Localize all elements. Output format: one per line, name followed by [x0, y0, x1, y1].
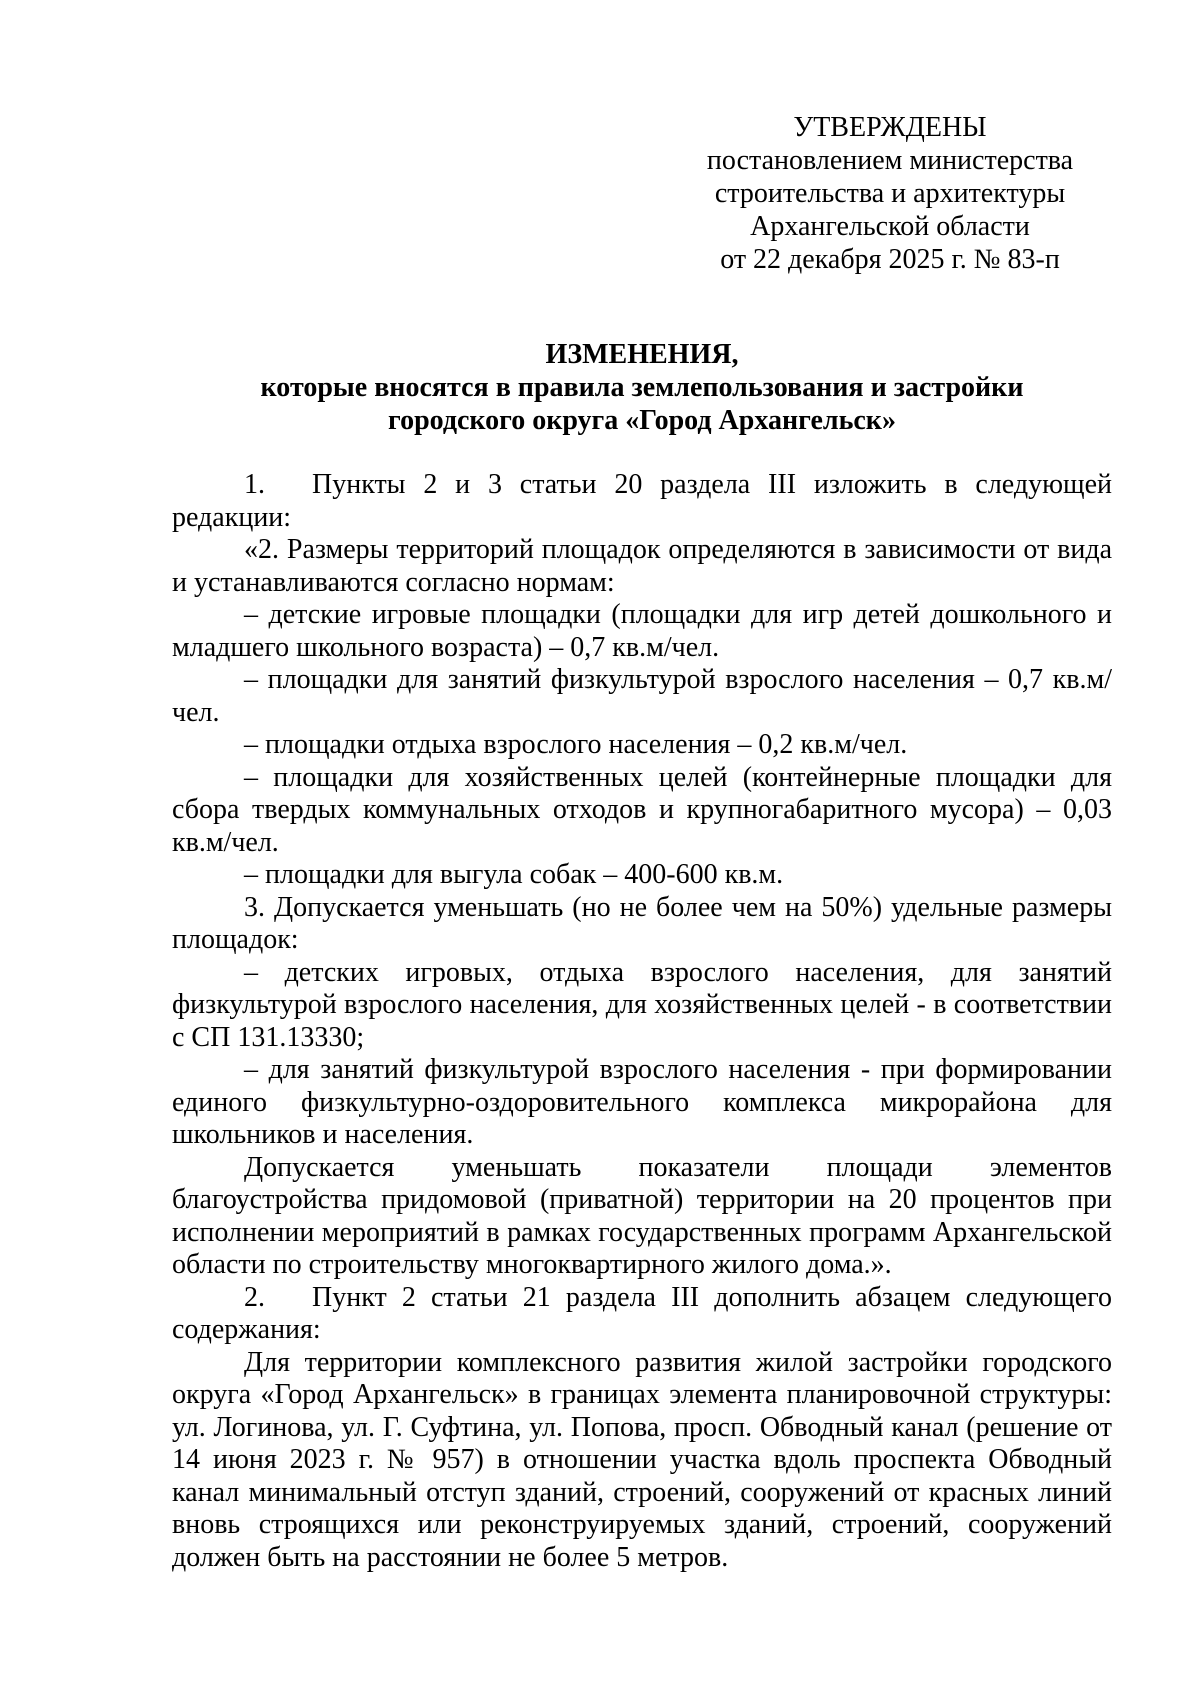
list-item-2: [172, 1282, 1112, 1347]
paragraph: – для занятий физкультурой взрослого населения - при формировании единого физкультурно-оздоровительного комплекса микрорайона для школьников и населения.: [172, 1054, 1112, 1150]
approval-heading: УТВЕРЖДЕНЫ: [793, 112, 987, 143]
paragraph: Для территории комплексного развития жилой застройки городского округа «Город Архангельск» в границах элемента планировочной структуры: ул. Логинова, ул. Г. Суфтина, ул. Попова, просп. Обводный канал (решение от 14 июня 2023 г. № 957) в отношении участка вдоль проспекта Обводный канал минимальный отступ зданий, строений, сооружений от красных линий вновь строящихся или реконструируемых зданий, строений, сооружений должен быть на расстоянии не более 5 метров.: [172, 1346, 1112, 1573]
list-item-text: Пункт 2 статьи 21 раздела III дополнить абзацем следующего содержания:: [172, 1281, 1112, 1345]
paragraph: – площадки для хозяйственных целей (контейнерные площадки для сбора твердых коммунальных отходов и крупногабаритного мусора) – 0,03 кв.м/чел.: [172, 761, 1112, 858]
approval-date: от 22 декабря 2025 г. № 83-п: [720, 244, 1060, 275]
list-item-number: 2.: [244, 1281, 265, 1313]
paragraph: 3. Допускается уменьшать (но не более чем на 50%) удельные размеры площадок:: [172, 891, 1112, 955]
paragraph: – площадки отдыха взрослого населения – 0,2 кв.м/чел.: [244, 729, 908, 760]
paragraph: Допускается уменьшать показатели площади элементов благоустройства придомовой (приватной) территории на 20 процентов при исполнении мероприятий в рамках государственных программ Архангельской области по строительству многоквартирного жилого дома.».: [172, 1151, 1112, 1280]
list-item-text: Пункты 2 и 3 статьи 20 раздела III изложить в следующей редакции:: [172, 469, 1112, 533]
document-title: [172, 338, 1112, 437]
list-item-number: 1.: [244, 469, 265, 500]
title-subtitle: которые вносятся в правила землепользования и застройки: [260, 372, 1024, 403]
paragraph: – площадки для выгула собак – 400-600 кв.м.: [244, 859, 784, 890]
approval-line: постановлением министерства: [706, 145, 1074, 176]
approval-line: Архангельской области: [750, 211, 1030, 242]
approval-line: строительства и архитектуры: [714, 178, 1066, 209]
paragraph: – площадки для занятий физкультурой взрослого населения – 0,7 кв.м/чел.: [172, 664, 1112, 728]
paragraph: – детских игровых, отдыха взрослого населения, для занятий физкультурой взрослого населения, для хозяйственных целей - в соответствии с СП 131.13330;: [172, 956, 1112, 1053]
document-body: [172, 469, 1112, 1574]
title-subtitle: городского округа «Город Архангельск»: [388, 405, 896, 436]
title-heading: ИЗМЕНЕНИЯ,: [545, 339, 739, 370]
approval-stamp: [680, 111, 1100, 276]
list-item-1: [172, 469, 1112, 534]
paragraph: «2. Размеры территорий площадок определяются в зависимости от вида и устанавливаются согласно нормам:: [172, 534, 1112, 598]
paragraph: – детские игровые площадки (площадки для игр детей дошкольного и младшего школьного возраста) – 0,7 кв.м/чел.: [172, 599, 1112, 663]
